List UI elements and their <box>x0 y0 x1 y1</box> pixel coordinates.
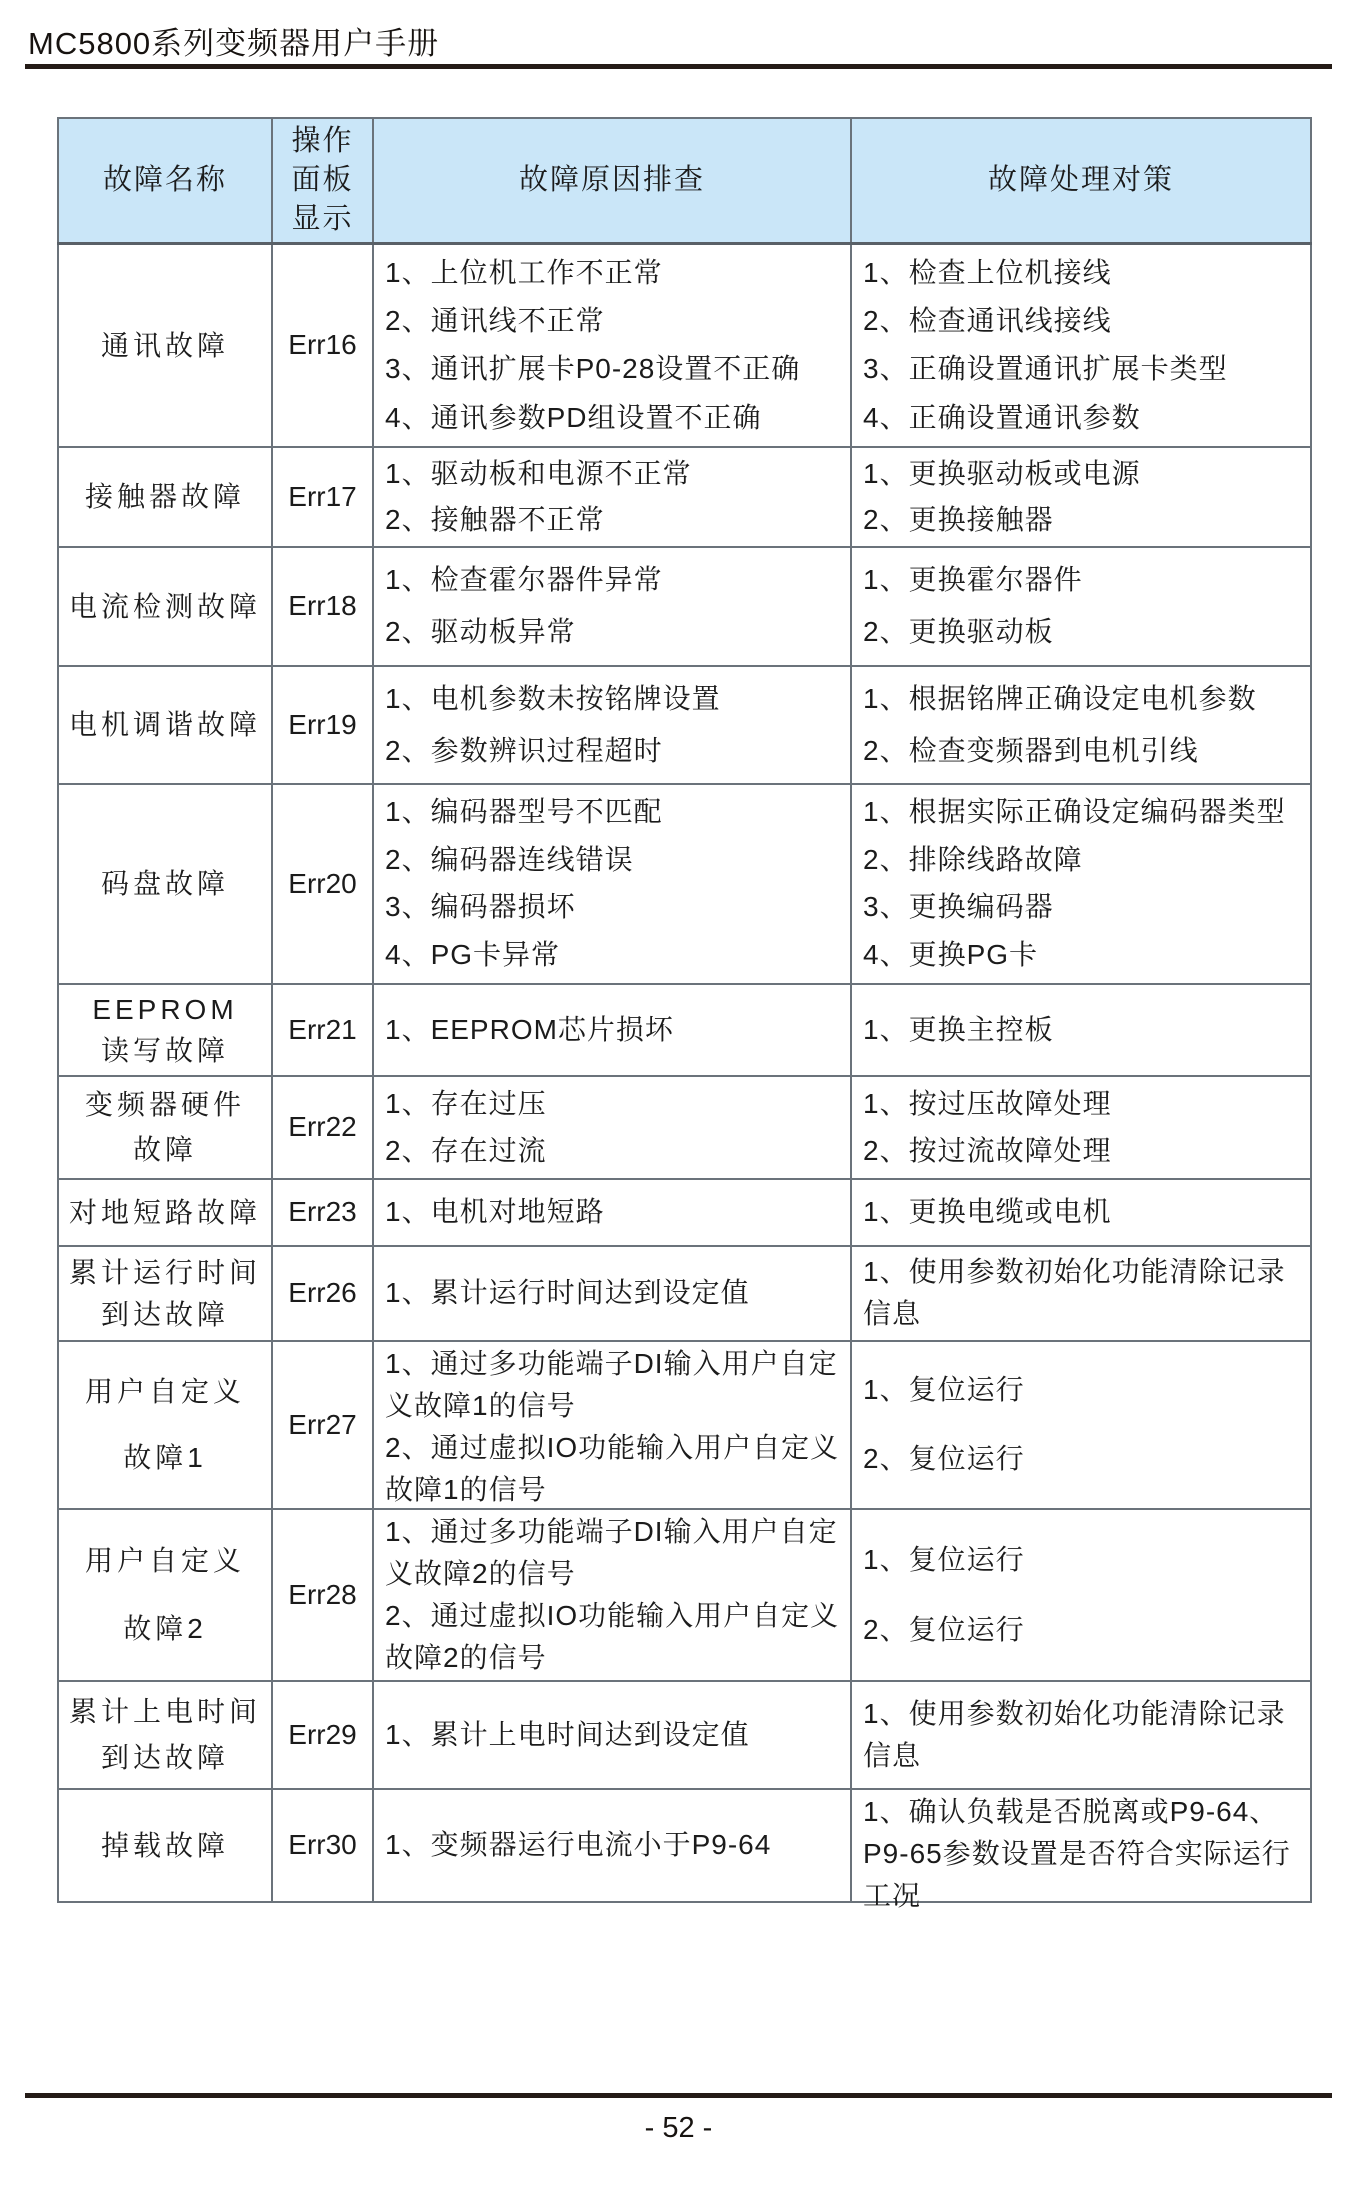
fault-cause-item: 1、电机参数未按铭牌设置 <box>385 682 721 714</box>
fault-cause-item: 2、参数辨识过程超时 <box>385 734 663 766</box>
fault-cause-item: 4、通讯参数PD组设置不正确 <box>385 401 762 433</box>
fault-code-cell <box>272 1246 373 1341</box>
fault-table-body <box>58 244 1311 1911</box>
fault-name-line: 故障 <box>132 1133 197 1165</box>
fault-causes-cell <box>373 1509 851 1681</box>
fault-action-item: 1、使用参数初始化功能清除记录信息 <box>863 1256 1286 1329</box>
fault-cause-item: 4、PG卡异常 <box>385 938 561 970</box>
fault-action-item: 2、检查通讯线接线 <box>863 305 1112 337</box>
fault-causes-cell <box>373 1076 851 1179</box>
fault-actions-cell <box>851 1509 1311 1681</box>
fault-name-cell <box>58 1246 272 1341</box>
fault-actions-cell <box>851 1341 1311 1509</box>
fault-cause-item: 1、检查霍尔器件异常 <box>385 563 663 595</box>
fault-actions-cell <box>851 547 1311 666</box>
fault-actions-cell <box>851 244 1311 447</box>
fault-name-line: 掉载故障 <box>100 1829 229 1861</box>
fault-code: Err22 <box>288 1111 357 1142</box>
fault-code-cell <box>272 784 373 984</box>
fault-name-cell <box>58 784 272 984</box>
fault-actions-cell <box>851 1789 1311 1911</box>
fault-actions-cell <box>851 984 1311 1076</box>
column-header-line: 面板 <box>291 163 354 196</box>
fault-name-cell <box>58 1341 272 1509</box>
fault-code: Err17 <box>288 480 357 512</box>
fault-name-line: 变频器硬件 <box>84 1089 245 1121</box>
fault-name-line: 用户自定义 <box>84 1545 245 1577</box>
fault-name-cell <box>58 984 272 1076</box>
fault-code-cell <box>272 1076 373 1179</box>
table-row <box>58 1246 1311 1341</box>
fault-action-item: 1、检查上位机接线 <box>863 256 1112 288</box>
fault-cause-item: 2、通讯线不正常 <box>385 305 605 337</box>
fault-action-item: 1、根据实际正确设定编码器类型 <box>863 796 1286 828</box>
table-row <box>58 1681 1311 1789</box>
fault-code: Err19 <box>288 708 357 740</box>
fault-cause-item: 3、通讯扩展卡P0-28设置不正确 <box>385 353 801 385</box>
fault-action-item: 4、更换PG卡 <box>863 938 1039 970</box>
fault-code: Err29 <box>288 1718 357 1750</box>
fault-cause-item: 2、驱动板异常 <box>385 616 576 648</box>
fault-action-item: 2、更换接触器 <box>863 503 1054 535</box>
fault-cause-item: 1、变频器运行电流小于P9-64 <box>385 1829 772 1860</box>
fault-name-line: 接触器故障 <box>84 481 245 512</box>
fault-action-item: 2、复位运行 <box>863 1442 1025 1474</box>
fault-cause-item: 2、编码器连线错误 <box>385 843 634 875</box>
table-row <box>58 1179 1311 1246</box>
fault-name-line: 用户自定义 <box>84 1375 245 1407</box>
fault-cause-item: 1、EEPROM芯片损坏 <box>385 1013 674 1045</box>
column-header-line: 故障处理对策 <box>987 163 1174 196</box>
fault-name-cell <box>58 666 272 784</box>
table-row <box>58 447 1311 547</box>
fault-code-cell <box>272 666 373 784</box>
table-row <box>58 244 1311 447</box>
fault-name-line: 到达故障 <box>100 1298 229 1330</box>
table-row <box>58 1341 1311 1509</box>
column-header-0 <box>58 118 272 244</box>
fault-causes-cell <box>373 244 851 447</box>
fault-code: Err21 <box>288 1013 357 1045</box>
fault-action-item: 1、使用参数初始化功能清除记录信息 <box>863 1697 1286 1771</box>
fault-name-cell <box>58 1789 272 1902</box>
column-header-line: 操作 <box>291 124 354 157</box>
column-header-line: 显示 <box>291 203 354 236</box>
fault-actions-cell <box>851 447 1311 547</box>
fault-action-item: 1、确认负载是否脱离或P9-64、P9-65参数设置是否符合实际运行工况 <box>863 1795 1291 1911</box>
fault-name-cell <box>58 1681 272 1789</box>
footer-rule <box>25 2093 1332 2098</box>
fault-name-line: 故障2 <box>123 1612 207 1644</box>
fault-code-cell <box>272 447 373 547</box>
fault-name-cell <box>58 1076 272 1179</box>
fault-actions-cell <box>851 784 1311 984</box>
fault-code-cell <box>272 1341 373 1509</box>
table-row <box>58 1076 1311 1179</box>
fault-actions-cell <box>851 1246 1311 1341</box>
fault-name-line: 通讯故障 <box>100 329 229 361</box>
table-row <box>58 984 1311 1076</box>
fault-actions-cell <box>851 1179 1311 1246</box>
table-header-row <box>58 118 1311 244</box>
fault-action-item: 4、正确设置通讯参数 <box>863 401 1141 433</box>
fault-name-cell <box>58 244 272 447</box>
fault-table-head <box>58 118 1311 244</box>
fault-causes-cell <box>373 784 851 984</box>
fault-code: Err26 <box>288 1277 357 1308</box>
column-header-line: 故障名称 <box>102 163 227 196</box>
fault-causes-cell <box>373 1789 851 1902</box>
fault-cause-item: 1、通过多功能端子DI输入用户自定义故障2的信号 <box>385 1515 838 1589</box>
page-number: - 52 - <box>644 2112 713 2144</box>
fault-table <box>57 117 1312 1911</box>
fault-action-item: 3、更换编码器 <box>863 891 1054 923</box>
fault-action-item: 2、更换驱动板 <box>863 616 1054 648</box>
fault-name-cell <box>58 447 272 547</box>
fault-name-line: 电流检测故障 <box>68 590 261 622</box>
fault-causes-cell <box>373 1179 851 1246</box>
fault-causes-cell <box>373 1341 851 1509</box>
fault-action-item: 1、根据铭牌正确设定电机参数 <box>863 682 1257 714</box>
table-row <box>58 547 1311 666</box>
fault-name-cell <box>58 1179 272 1246</box>
column-header-2 <box>373 118 851 244</box>
fault-cause-item: 1、编码器型号不匹配 <box>385 796 663 828</box>
fault-name-line: 累计上电时间 <box>68 1695 261 1727</box>
fault-cause-item: 3、编码器损坏 <box>385 891 576 923</box>
fault-name-line: EEPROM <box>92 993 238 1025</box>
fault-code: Err18 <box>288 590 357 621</box>
fault-code: Err16 <box>288 329 357 361</box>
fault-cause-item: 2、存在过流 <box>385 1134 547 1166</box>
fault-action-item: 1、更换驱动板或电源 <box>863 457 1141 489</box>
fault-action-item: 1、更换霍尔器件 <box>863 563 1083 595</box>
table-row <box>58 1509 1311 1681</box>
fault-code-cell <box>272 1789 373 1902</box>
fault-causes-cell <box>373 547 851 666</box>
fault-name-line: 到达故障 <box>100 1742 229 1774</box>
fault-action-item: 1、更换主控板 <box>863 1013 1054 1045</box>
fault-actions-cell <box>851 1681 1311 1789</box>
fault-cause-item: 2、通过虚拟IO功能输入用户自定义故障2的信号 <box>385 1599 840 1673</box>
fault-code-cell <box>272 1509 373 1681</box>
fault-causes-cell <box>373 1681 851 1789</box>
fault-cause-item: 1、累计运行时间达到设定值 <box>385 1277 750 1308</box>
fault-cause-item: 1、上位机工作不正常 <box>385 256 663 288</box>
fault-cause-item: 2、接触器不正常 <box>385 503 605 535</box>
fault-code: Err23 <box>288 1196 357 1227</box>
column-header-1 <box>272 118 373 244</box>
fault-code-cell <box>272 244 373 447</box>
fault-code-cell <box>272 547 373 666</box>
fault-code-cell <box>272 1179 373 1246</box>
fault-causes-cell <box>373 447 851 547</box>
header-rule <box>25 64 1332 69</box>
fault-action-item: 3、正确设置通讯扩展卡类型 <box>863 353 1228 385</box>
table-row <box>58 1789 1311 1902</box>
fault-causes-cell <box>373 1246 851 1341</box>
fault-code-cell <box>272 984 373 1076</box>
fault-name-line: 累计运行时间 <box>68 1256 261 1288</box>
column-header-3 <box>851 118 1311 244</box>
fault-action-item: 1、按过压故障处理 <box>863 1087 1112 1119</box>
fault-action-item: 2、排除线路故障 <box>863 843 1083 875</box>
table-row <box>58 784 1311 984</box>
fault-name-cell <box>58 547 272 666</box>
fault-cause-item: 2、通过虚拟IO功能输入用户自定义故障1的信号 <box>385 1431 840 1505</box>
fault-cause-item: 1、电机对地短路 <box>385 1196 605 1227</box>
fault-causes-cell <box>373 666 851 784</box>
fault-causes-cell <box>373 984 851 1076</box>
fault-name-cell <box>58 1509 272 1681</box>
fault-name-line: 对地短路故障 <box>68 1196 261 1228</box>
column-header-line: 故障原因排查 <box>518 163 705 196</box>
fault-action-item: 2、按过流故障处理 <box>863 1134 1112 1166</box>
fault-cause-item: 1、通过多功能端子DI输入用户自定义故障1的信号 <box>385 1347 838 1421</box>
fault-cause-item: 1、驱动板和电源不正常 <box>385 457 692 489</box>
fault-action-item: 2、检查变频器到电机引线 <box>863 734 1199 766</box>
fault-name-line: 电机调谐故障 <box>68 709 261 740</box>
fault-action-item: 1、更换电缆或电机 <box>863 1196 1112 1227</box>
fault-action-item: 1、复位运行 <box>863 1543 1025 1575</box>
fault-action-item: 2、复位运行 <box>863 1613 1025 1645</box>
page-title: MC5800系列变频器用户手册 <box>28 26 440 61</box>
fault-code: Err28 <box>288 1578 357 1610</box>
fault-cause-item: 1、存在过压 <box>385 1087 547 1119</box>
fault-code-cell <box>272 1681 373 1789</box>
table-row <box>58 666 1311 784</box>
fault-code: Err30 <box>288 1829 357 1860</box>
fault-action-item: 1、复位运行 <box>863 1374 1025 1406</box>
fault-name-line: 码盘故障 <box>100 868 229 899</box>
fault-actions-cell <box>851 666 1311 784</box>
fault-actions-cell <box>851 1076 1311 1179</box>
fault-code: Err27 <box>288 1408 357 1440</box>
fault-name-line: 读写故障 <box>100 1034 229 1066</box>
fault-cause-item: 1、累计上电时间达到设定值 <box>385 1718 750 1750</box>
fault-name-line: 故障1 <box>123 1442 207 1474</box>
fault-code: Err20 <box>288 867 357 899</box>
